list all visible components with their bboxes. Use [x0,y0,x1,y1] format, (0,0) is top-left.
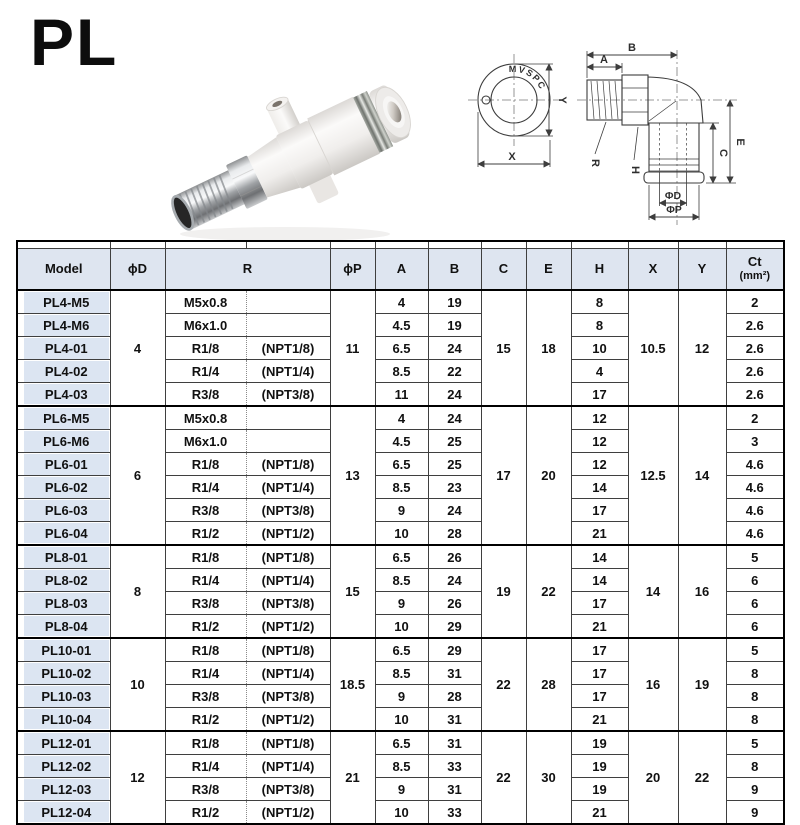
table-top-strip-cell [165,241,246,249]
cell-phi-p: 15 [330,545,375,638]
cell-r: M5x0.8 [165,290,246,314]
cell-b: 31 [428,662,481,685]
cell-c: 22 [481,638,526,731]
cell-r: R1/4 [165,569,246,592]
cell-b: 25 [428,453,481,476]
cell-a: 10 [375,708,428,732]
cell-h: 17 [571,383,628,407]
cell-ct: 8 [726,685,784,708]
cell-a: 4.5 [375,314,428,337]
cell-ct: 4.6 [726,522,784,546]
cell-a: 4.5 [375,430,428,453]
header-ct [726,249,784,291]
cell-model: PL6-M6 [17,430,110,453]
cell-ct: 2.6 [726,383,784,407]
cell-r: R3/8 [165,592,246,615]
drawing-side-view [577,42,746,225]
cell-a: 6.5 [375,453,428,476]
cell-model: PL6-01 [17,453,110,476]
cell-phi-p: 11 [330,290,375,406]
cell-a: 8.5 [375,476,428,499]
cell-model: PL8-03 [17,592,110,615]
cell-ct: 5 [726,545,784,569]
cell-a: 6.5 [375,545,428,569]
table-row [17,638,784,662]
cell-b: 24 [428,383,481,407]
cell-h: 14 [571,569,628,592]
cell-a: 8.5 [375,662,428,685]
cell-h: 12 [571,430,628,453]
cell-r: R1/8 [165,731,246,755]
cell-h: 14 [571,476,628,499]
cell-h: 21 [571,708,628,732]
cell-a: 11 [375,383,428,407]
cell-ct: 2 [726,290,784,314]
cell-r: R1/4 [165,360,246,383]
cell-npt: (NPT1/2) [246,522,330,546]
cell-ct: 5 [726,638,784,662]
technical-drawing [440,20,790,235]
cell-b: 24 [428,569,481,592]
cell-r: R1/2 [165,801,246,825]
brand-arc-text: MVSPC [508,63,548,92]
cell-model: PL6-03 [17,499,110,522]
cell-npt: (NPT3/8) [246,383,330,407]
cell-model: PL6-04 [17,522,110,546]
cell-ct: 2.6 [726,314,784,337]
cell-e: 22 [526,545,571,638]
cell-r: R1/2 [165,615,246,639]
cell-npt: (NPT1/2) [246,708,330,732]
cell-r: R1/8 [165,545,246,569]
table-row [17,290,784,314]
table-top-strip-cell [678,241,726,249]
cell-a: 9 [375,778,428,801]
cell-b: 31 [428,778,481,801]
cell-npt: (NPT1/8) [246,545,330,569]
page-title: PL [30,5,119,79]
cell-h: 19 [571,731,628,755]
dim-label-c: C [717,149,729,157]
photo-shadow [180,227,390,241]
cell-a: 6.5 [375,638,428,662]
cell-h: 19 [571,755,628,778]
cell-phi-p: 13 [330,406,375,545]
cell-a: 10 [375,615,428,639]
cell-model: PL12-04 [17,801,110,825]
cell-r: M6x1.0 [165,430,246,453]
cell-x: 12.5 [628,406,678,545]
cell-model: PL8-01 [17,545,110,569]
cell-model: PL4-02 [17,360,110,383]
cell-npt: (NPT1/4) [246,569,330,592]
dim-label-a: A [600,54,608,66]
cell-h: 17 [571,499,628,522]
cell-ct: 5 [726,731,784,755]
cell-a: 8.5 [375,755,428,778]
dim-label-phi-p: ΦP [666,204,682,216]
cell-npt: (NPT3/8) [246,778,330,801]
cell-npt: (NPT3/8) [246,592,330,615]
table-top-strip-cell [375,241,428,249]
cell-h: 21 [571,522,628,546]
table-top-strip-cell [571,241,628,249]
cell-h: 4 [571,360,628,383]
table-row [17,406,784,430]
cell-a: 9 [375,685,428,708]
cell-npt: (NPT1/2) [246,615,330,639]
cell-ct: 6 [726,592,784,615]
cell-b: 33 [428,755,481,778]
cell-h: 12 [571,453,628,476]
cell-r: R3/8 [165,778,246,801]
cell-ct: 4.6 [726,499,784,522]
cell-ct: 6 [726,569,784,592]
cell-e: 18 [526,290,571,406]
table-top-strip-cell [110,241,165,249]
cell-b: 33 [428,801,481,825]
cell-model: PL4-M6 [17,314,110,337]
cell-r: R1/8 [165,337,246,360]
cell-npt [246,290,330,314]
header-h: H [571,249,628,291]
cell-a: 10 [375,801,428,825]
dim-label-b: B [628,42,636,54]
cell-y: 16 [678,545,726,638]
table-top-strip-cell [428,241,481,249]
cell-h: 21 [571,801,628,825]
cell-r: R3/8 [165,685,246,708]
cell-npt: (NPT3/8) [246,499,330,522]
header-b: B [428,249,481,291]
dim-label-r: R [589,159,601,167]
cell-model: PL10-02 [17,662,110,685]
cell-h: 8 [571,314,628,337]
cell-h: 19 [571,778,628,801]
cell-model: PL10-01 [17,638,110,662]
cell-a: 4 [375,406,428,430]
cell-npt [246,406,330,430]
header-c: C [481,249,526,291]
header-phi-p: ϕP [330,249,375,291]
header-ct-label: Ct [747,254,762,270]
header-phi-d: ϕD [110,249,165,291]
cell-b: 19 [428,290,481,314]
cell-npt: (NPT1/4) [246,360,330,383]
cell-c: 17 [481,406,526,545]
header-a: A [375,249,428,291]
cell-h: 12 [571,406,628,430]
cell-r: M5x0.8 [165,406,246,430]
release-collar [644,172,704,183]
table-row [17,545,784,569]
cell-r: R3/8 [165,383,246,407]
cell-model: PL12-02 [17,755,110,778]
cell-x: 20 [628,731,678,824]
header-y: Y [678,249,726,291]
cell-x: 16 [628,638,678,731]
cell-ct: 9 [726,801,784,825]
cell-phi-d: 4 [110,290,165,406]
dim-label-phi-d: ΦD [664,190,682,202]
cell-ct: 8 [726,662,784,685]
cell-r: M6x1.0 [165,314,246,337]
cell-h: 17 [571,638,628,662]
cell-model: PL8-04 [17,615,110,639]
cell-ct: 9 [726,778,784,801]
cell-model: PL10-04 [17,708,110,732]
cell-phi-p: 18.5 [330,638,375,731]
header-row [17,249,784,291]
cell-phi-d: 10 [110,638,165,731]
cell-r: R1/2 [165,522,246,546]
table-top-strip-cell [246,241,330,249]
cell-r: R1/2 [165,708,246,732]
header-e: E [526,249,571,291]
cell-c: 22 [481,731,526,824]
cell-ct: 2 [726,406,784,430]
cell-model: PL8-02 [17,569,110,592]
cell-x: 14 [628,545,678,638]
dim-label-e: E [734,138,746,146]
cell-a: 6.5 [375,337,428,360]
cell-a: 4 [375,290,428,314]
cell-model: PL4-M5 [17,290,110,314]
cell-ct: 2.6 [726,360,784,383]
cell-a: 9 [375,592,428,615]
table-top-strip-cell [526,241,571,249]
drawing-top-view [468,54,568,167]
cell-npt: (NPT1/4) [246,755,330,778]
cell-y: 22 [678,731,726,824]
cell-r: R1/4 [165,755,246,778]
cell-model: PL4-03 [17,383,110,407]
cell-a: 8.5 [375,569,428,592]
cell-ct: 6 [726,615,784,639]
cell-npt: (NPT1/2) [246,801,330,825]
cell-r: R1/4 [165,476,246,499]
cell-c: 19 [481,545,526,638]
cell-b: 28 [428,522,481,546]
cell-c: 15 [481,290,526,406]
table-top-strip-cell [17,241,110,249]
cell-h: 17 [571,592,628,615]
cell-x: 10.5 [628,290,678,406]
spec-table-wrapper [16,240,785,825]
dim-label-h: H [629,166,641,174]
cell-model: PL6-M5 [17,406,110,430]
cell-e: 30 [526,731,571,824]
cell-b: 29 [428,615,481,639]
table-top-strip-cell [330,241,375,249]
cell-y: 19 [678,638,726,731]
cell-a: 6.5 [375,731,428,755]
cell-b: 19 [428,314,481,337]
cell-ct: 2.6 [726,337,784,360]
cell-h: 17 [571,685,628,708]
cell-r: R1/8 [165,453,246,476]
cell-phi-d: 12 [110,731,165,824]
header-model: Model [17,249,110,291]
cell-npt [246,314,330,337]
cell-a: 10 [375,522,428,546]
cell-phi-p: 21 [330,731,375,824]
cell-b: 24 [428,406,481,430]
spec-table [16,240,785,825]
cell-model: PL12-03 [17,778,110,801]
cell-ct: 4.6 [726,453,784,476]
cell-b: 26 [428,592,481,615]
cell-b: 23 [428,476,481,499]
dim-label-y: Y [556,96,568,104]
cell-h: 17 [571,662,628,685]
cell-ct: 3 [726,430,784,453]
cell-y: 12 [678,290,726,406]
cell-npt: (NPT1/4) [246,476,330,499]
dim-label-x: X [508,151,516,163]
cell-h: 14 [571,545,628,569]
cell-r: R1/4 [165,662,246,685]
table-top-strip-cell [481,241,526,249]
cell-b: 25 [428,430,481,453]
header-x: X [628,249,678,291]
cell-npt: (NPT1/4) [246,662,330,685]
table-row [17,731,784,755]
header-ct-unit: (mm²) [739,270,771,283]
cell-y: 14 [678,406,726,545]
cell-npt: (NPT3/8) [246,685,330,708]
cell-e: 28 [526,638,571,731]
cell-npt: (NPT1/8) [246,731,330,755]
cell-e: 20 [526,406,571,545]
cell-phi-d: 6 [110,406,165,545]
cell-model: PL10-03 [17,685,110,708]
header-r: R [165,249,330,291]
cell-r: R1/8 [165,638,246,662]
cell-h: 8 [571,290,628,314]
cell-npt: (NPT1/8) [246,453,330,476]
cell-npt: (NPT1/8) [246,337,330,360]
cell-model: PL6-02 [17,476,110,499]
cell-npt [246,430,330,453]
cell-phi-d: 8 [110,545,165,638]
cell-model: PL4-01 [17,337,110,360]
cell-b: 31 [428,731,481,755]
table-top-strip-cell [726,241,784,249]
cell-b: 24 [428,499,481,522]
cell-b: 31 [428,708,481,732]
cell-b: 22 [428,360,481,383]
cell-b: 26 [428,545,481,569]
cell-a: 8.5 [375,360,428,383]
cell-b: 28 [428,685,481,708]
cell-ct: 8 [726,708,784,732]
cell-npt: (NPT1/8) [246,638,330,662]
cell-model: PL12-01 [17,731,110,755]
table-top-strip-cell [628,241,678,249]
cell-h: 10 [571,337,628,360]
cell-b: 29 [428,638,481,662]
cell-a: 9 [375,499,428,522]
cell-b: 24 [428,337,481,360]
product-photo [135,38,425,248]
cell-ct: 4.6 [726,476,784,499]
cell-ct: 8 [726,755,784,778]
cell-h: 21 [571,615,628,639]
cell-r: R3/8 [165,499,246,522]
